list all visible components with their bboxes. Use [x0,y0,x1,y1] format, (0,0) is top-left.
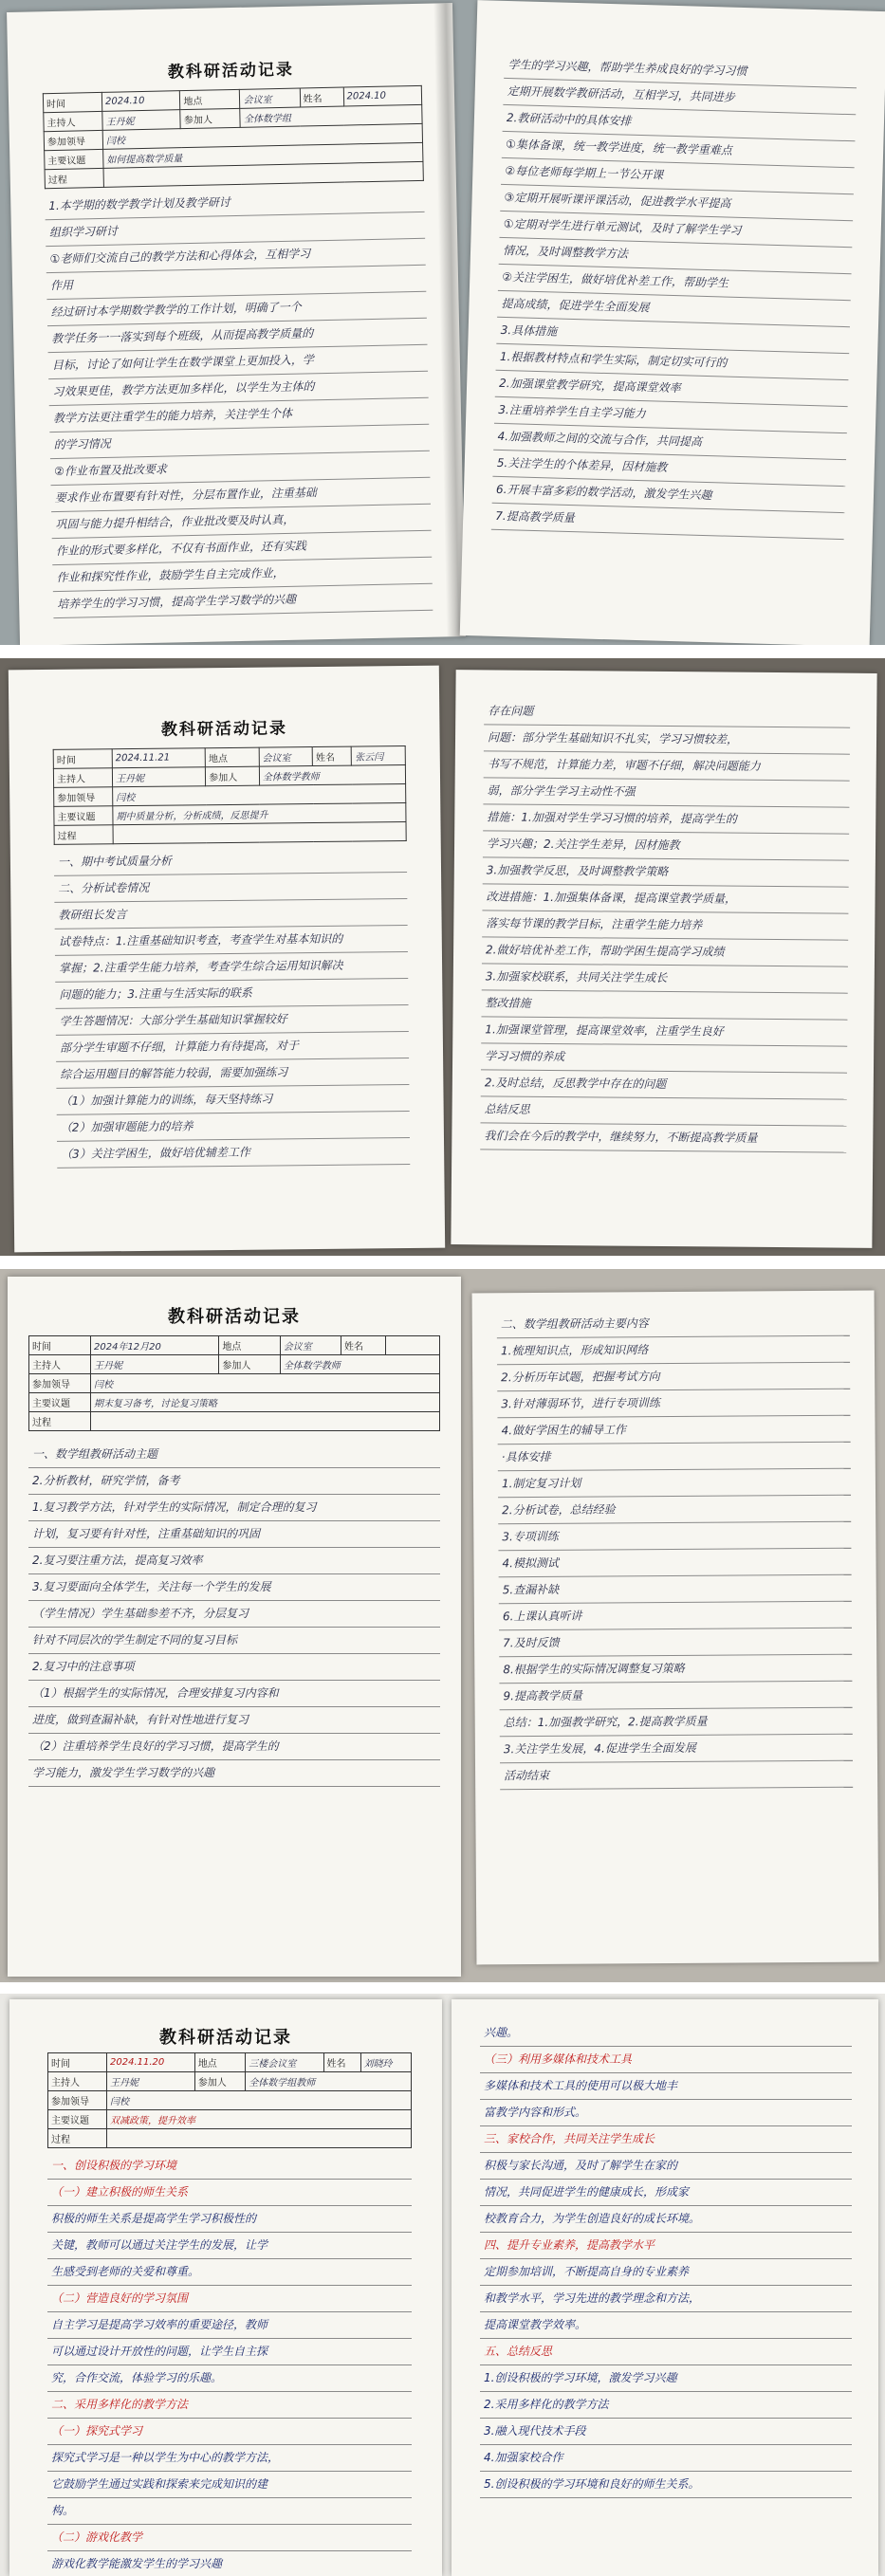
text-line: 进度，做到查漏补缺，有针对性地进行复习 [28,1707,440,1734]
text-line: 关键，教师可以通过关注学生的发展，让学 [47,2233,412,2259]
text-line: 一、创设积极的学习环境 [47,2153,412,2180]
text-line: （学生情况）学生基础参差不齐，分层复习 [28,1601,440,1628]
text-line: ②关注学困生，做好培优补差工作，帮助学生 [498,265,852,301]
text-line: 生感受到老师的关爱和尊重。 [47,2259,412,2286]
text-line: 定期参加培训，不断提高自身的专业素养 [480,2259,852,2286]
text-line: 2.做好培优补差工作，帮助学困生提高学习成绩 [482,937,848,966]
photo-4-left-lines [47,2153,412,2576]
text-line: 组织学习研讨 [46,212,425,247]
text-line: 3.专项训练 [498,1522,851,1552]
text-line: 部分学生审题不仔细，计算能力有待提高，对于 [56,1032,409,1062]
text-line: 7.提高教学质量 [491,504,845,540]
text-line: 针对不同层次的学生制定不同的复习目标 [28,1628,440,1654]
text-line: （1）根据学生的实际情况，合理安排复习内容和 [28,1681,440,1707]
text-line: 目标，讨论了如何让学生在数学课堂上更加投入，学 [48,345,428,379]
text-line: 4.加强教师之间的交流与合作，共同提高 [493,424,847,460]
text-line: 1.加强课堂管理，提高课堂效率，注重学生良好 [481,1017,847,1046]
text-line: （2）加强审题能力的培养 [57,1112,410,1142]
text-line: 学习兴趣；2.关注学生差异，因材施教 [483,831,849,860]
photo-2-header-table: 时间 2024.11.21 地点 会议室 姓名 张云闫 主持人 王丹妮 参加人 全体数学教师 参加领导 闫校 主要议题 期中质量分析，分析成绩，反思提升 过程 [53,745,407,845]
photo-3-left-page [8,1277,461,1977]
photo-3-right-page [472,1291,879,1965]
photo-2-title: 教科研活动记录 [160,719,288,740]
text-line: （二）游戏化教学 [47,2525,412,2551]
photo-3-left-lines [28,1442,440,1787]
text-line: 积极与家长沟通，及时了解学生在家的 [480,2153,852,2180]
text-line: 改进措施：1.加强集体备课，提高课堂教学质量， [482,884,848,913]
text-line: 4.加强家校合作 [480,2445,852,2472]
photo-1-left-lines [45,186,433,618]
text-line: 教学任务一一落实到每个班级，从而提高教学质量的 [47,319,427,353]
text-line: 3.具体措施 [496,318,850,354]
text-line: 1.根据教材特点和学生实际，制定切实可行的 [496,344,850,380]
text-line: 4.做好学困生的辅导工作 [497,1416,850,1445]
text-line: （3）关注学困生，做好培优辅差工作 [57,1138,410,1168]
photo-1-left-page [7,3,466,645]
text-line: 情况，及时调整教学方法 [499,238,853,274]
text-line: 问题的能力；3.注重与生活实际的联系 [55,979,408,1009]
text-line: 2.采用多样化的教学方法 [480,2392,852,2419]
text-line: 构。 [47,2498,412,2525]
text-line: 二、采用多样化的教学方法 [47,2392,412,2419]
photo-3-header-table: 时间 2024年12月20 地点 会议室 姓名 主持人 王丹妮 参加人 全体数学教师 参加领导 闫校 主要议题 期末复习备考，讨论复习策略 过程 [28,1335,440,1431]
text-line: 存在问题 [484,698,850,727]
text-line: 教研组长发言 [54,899,407,929]
text-line: 我们会在今后的教学中，继续努力，不断提高教学质量 [480,1123,846,1152]
text-line: （一）探究式学习 [47,2419,412,2445]
text-line: （三）利用多媒体和技术工具 [480,2047,852,2073]
text-line: 2.复习中的注意事项 [28,1654,440,1681]
photo-1-title: 教科研活动记录 [167,60,295,83]
text-line: 2.教研活动中的具体安排 [503,105,857,141]
text-line: 情况，共同促进学生的健康成长，形成家 [480,2180,852,2206]
text-line: 作业的形式要多样化，不仅有书面作业，还有实践 [52,531,432,565]
text-line: 经过研讨本学期数学教学的工作计划，明确了一个 [46,292,426,326]
text-line: 9.提高教学质量 [499,1682,852,1711]
photo-divider [0,1982,885,1994]
text-line: 游戏化教学能激发学生的学习兴趣 [47,2551,412,2576]
text-line: 二、数学组教研活动主要内容 [497,1310,850,1339]
text-line: 的学习情况 [49,425,429,459]
text-line: 1.本学期的数学教学计划及教学研讨 [45,186,424,220]
text-line: 一、期中考试质量分析 [54,846,407,876]
text-line: ·具体安排 [498,1443,851,1472]
text-line: 3.加强家校联系，共同关注学生成长 [482,964,848,993]
photo-2-right-lines [480,698,850,1152]
text-line: 弱，部分学生学习主动性不强 [483,778,849,807]
text-line: 2.分析历年试题，把握考试方向 [497,1363,850,1392]
text-line: 培养学生的学习习惯，提高学生学习数学的兴趣 [53,584,433,618]
photo-3-right-lines [497,1310,854,1791]
text-line: 学生答题情况：大部分学生基础知识掌握较好 [56,1005,409,1036]
text-line: 活动结束 [500,1761,853,1791]
text-line: 四、提升专业素养，提高教学水平 [480,2233,852,2259]
text-line: （1）加强计算能力的训练，每天坚持练习 [56,1085,409,1115]
text-line: 5.创设积极的学习环境和良好的师生关系。 [480,2472,852,2498]
text-line: 1.创设积极的学习环境，激发学习兴趣 [480,2365,852,2392]
text-line: 定期开展数学教研活动，互相学习，共同进步 [503,79,857,115]
text-line: 计划，复习要有针对性，注重基础知识的巩固 [28,1521,440,1548]
text-line: ②作业布置及批改要求 [50,451,430,486]
text-line: ①定期对学生进行单元测试，及时了解学生学习 [499,212,853,248]
text-line: 试卷特点：1.注重基础知识考查，考查学生对基本知识的 [55,926,408,956]
photo-3 [0,1269,885,1982]
text-line: 2.分析教材，研究学情，备考 [28,1468,440,1495]
photo-2-left-page [9,666,445,1253]
text-line: 4.模拟测试 [498,1549,851,1578]
photo-2-right-page [451,670,876,1248]
photo-1-right-lines [491,52,857,540]
text-line: 它鼓励学生通过实践和探索来完成知识的建 [47,2472,412,2498]
text-line: 书写不规范，计算能力差，审题不仔细，解决问题能力 [484,751,850,781]
text-line: 究，合作交流，体验学习的乐趣。 [47,2365,412,2392]
text-line: 7.及时反馈 [499,1628,852,1658]
photo-divider [0,645,885,658]
text-line: 作业和探究性作业，鼓励学生自主完成作业， [52,558,432,592]
photo-4-header-table: 时间 2024.11.20 地点 三楼会议室 姓名 刘晓玲 主持人 王丹妮 参加人 全体数学组教师 参加领导 闫校 主要议题 双减政策，提升效率 过程 [47,2052,412,2148]
text-line: 探究式学习是一种以学生为中心的教学方法， [47,2445,412,2472]
text-line: 3.复习要面向全体学生，关注每一个学生的发展 [28,1574,440,1601]
photo-1-right-page [460,0,885,645]
photo-3-title: 教科研活动记录 [168,1307,301,1327]
text-line: 1.复习教学方法，针对学生的实际情况，制定合理的复习 [28,1495,440,1521]
text-line: 2.及时总结，反思教学中存在的问题 [481,1070,847,1099]
text-line: 2.复习要注重方法，提高复习效率 [28,1548,440,1574]
text-line: 3.加强教学反思，及时调整教学策略 [483,857,849,887]
text-line: 3.关注学生发展，4.促进学生全面发展 [500,1735,853,1764]
photo-divider [0,1256,885,1269]
photo-2-left-lines [54,846,410,1168]
photo-4-left-page [9,1999,442,2576]
text-line: 兴趣。 [480,2020,852,2047]
text-line: 五、总结反思 [480,2339,852,2365]
text-line: 学生的学习兴趣，帮助学生养成良好的学习习惯 [504,52,857,88]
text-line: 提高成绩，促进学生全面发展 [497,291,851,327]
text-line: 3.针对薄弱环节，进行专项训练 [497,1389,850,1419]
text-line: ①老师们交流自己的教学方法和心得体会，互相学习 [46,239,425,273]
text-line: 总结：1.加强教学研究，2.提高教学质量 [500,1708,853,1738]
text-line: 措施：1.加强对学生学习习惯的培养，提高学生的 [483,804,849,834]
photo-4-title: 教科研活动记录 [159,2028,292,2048]
text-line: 学习能力，激发学生学习数学的兴趣 [28,1760,440,1787]
text-line: 学习习惯的养成 [481,1043,847,1073]
text-line: ③定期开展听课评课活动，促进教学水平提高 [500,185,854,221]
text-line: 问题：部分学生基础知识不扎实，学习习惯较差， [484,725,850,754]
text-line: 6.开展丰富多彩的数学活动，激发学生兴趣 [492,477,846,513]
text-line: 3.注重培养学生自主学习能力 [494,397,848,433]
text-line: （2）注重培养学生良好的学习习惯，提高学生的 [28,1734,440,1760]
text-line: 作用 [46,266,426,300]
text-line: 提高课堂教学效率。 [480,2312,852,2339]
photo-4-right-lines [480,2020,852,2498]
photo-4 [0,1994,885,2576]
text-line: 多媒体和技术工具的使用可以极大地丰 [480,2073,852,2100]
text-line: 积极的师生关系是提高学生学习积极性的 [47,2206,412,2233]
text-line: 习效果更佳，教学方法更加多样化，以学生为主体的 [48,372,428,406]
text-line: 教学方法更注重学生的能力培养，关注学生个体 [49,398,429,432]
text-line: 综合运用题目的解答能力较弱，需要加强练习 [56,1058,409,1089]
text-line: 6.上课认真听讲 [499,1602,852,1631]
text-line: 校教育合力，为学生创造良好的成长环境。 [480,2206,852,2233]
text-line: 三、家校合作，共同关注学生成长 [480,2126,852,2153]
text-line: 1.制定复习计划 [498,1469,851,1499]
text-line: 富教学内容和形式。 [480,2100,852,2126]
text-line: 巩固与能力提升相结合，作业批改要及时认真， [51,505,431,539]
text-line: 一、数学组教研活动主题 [28,1442,440,1468]
text-line: 5.关注学生的个体差异，因材施教 [492,451,846,487]
text-line: 整改措施 [481,990,847,1020]
text-line: ②每位老师每学期上一节公开课 [501,158,855,194]
photo-1 [0,0,885,645]
page-spine-shadow [433,3,466,636]
text-line: 自主学习是提高学习效率的重要途径，教师 [47,2312,412,2339]
text-line: 总结反思 [480,1096,846,1126]
text-line: 3.融入现代技术手段 [480,2419,852,2445]
photo-2 [0,658,885,1256]
text-line: 落实每节课的教学目标，注重学生能力培养 [482,911,848,940]
text-line: 8.根据学生的实际情况调整复习策略 [499,1655,852,1684]
photo-1-header-table: 时间 2024.10 地点 会议室 姓名 2024.10 主持人 王丹妮 参加人 全体数学组 参加领导 闫校 主要议题 如何提高数学质量 过程 [43,85,424,189]
text-line: 掌握；2.注重学生能力培养，考查学生综合运用知识解决 [55,952,408,983]
text-line: 要求作业布置要有针对性，分层布置作业，注重基础 [51,478,431,512]
text-line: 2.加强课堂教学研究，提高课堂效率 [495,371,849,407]
text-line: 5.查漏补缺 [499,1575,852,1605]
text-line: 1.梳理知识点，形成知识网络 [497,1336,850,1366]
text-line: （一）建立积极的师生关系 [47,2180,412,2206]
text-line: 二、分析试卷情况 [54,873,407,903]
text-line: ①集体备课，统一教学进度，统一教学重难点 [502,132,856,168]
photo-4-right-page [452,1999,878,2576]
text-line: 和教学水平，学习先进的教学理念和方法， [480,2286,852,2312]
text-line: 2.分析试卷，总结经验 [498,1496,851,1525]
text-line: 可以通过设计开放性的问题，让学生自主探 [47,2339,412,2365]
text-line: （二）营造良好的学习氛围 [47,2286,412,2312]
